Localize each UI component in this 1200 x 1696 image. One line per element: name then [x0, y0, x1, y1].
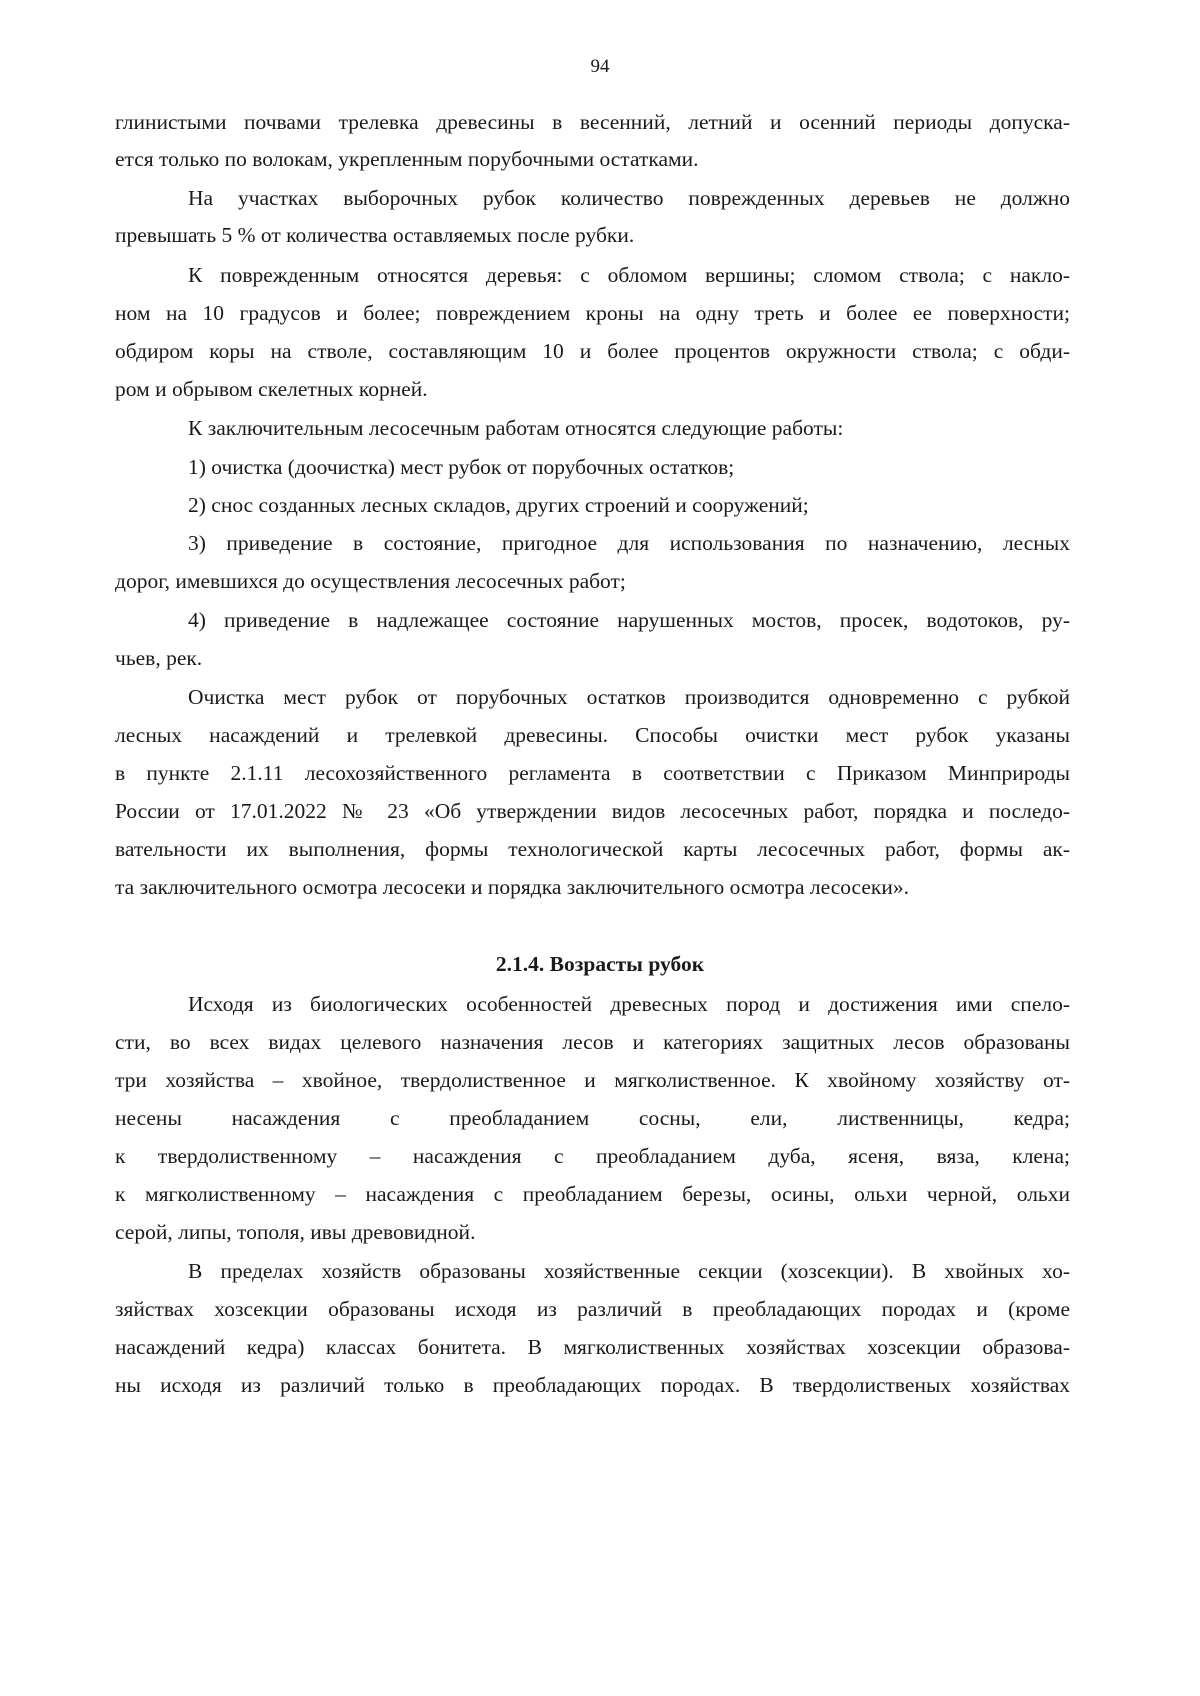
text-line: 3) приведение в состояние, пригодное для использования по назначению, лесных: [188, 531, 1070, 555]
text-line: На участках выборочных рубок количество поврежденных деревьев не должно: [188, 186, 1070, 210]
text-line: та заключительного осмотра лесосеки и порядка заключительного осмотра лесосеки».: [115, 875, 909, 899]
text-line: сти, во всех видах целевого назначения лесов и категориях защитных лесов образованы: [115, 1030, 1070, 1054]
text-line: К поврежденным относятся деревья: с обломом вершины; сломом ствола; с накло-: [188, 263, 1070, 287]
text-line: чьев, рек.: [115, 646, 203, 670]
text-line: 1) очистка (доочистка) мест рубок от порубочных остатков;: [188, 455, 735, 479]
text-line: К заключительным лесосечным работам относятся следующие работы:: [188, 416, 844, 440]
text-line: к мягколиственному – насаждения с преобладанием березы, осины, ольхи черной, ольхи: [115, 1182, 1070, 1206]
text-line: ном на 10 градусов и более; повреждением кроны на одну треть и более ее поверхности;: [115, 301, 1070, 325]
text-line: три хозяйства – хвойное, твердолиственное и мягколиственное. К хвойному хозяйству от-: [115, 1068, 1070, 1092]
text-line: лесных насаждений и трелевкой древесины. Способы очистки мест рубок указаны: [115, 723, 1070, 747]
page-number: 94: [590, 56, 610, 77]
text-line: 2) снос созданных лесных складов, других строений и сооружений;: [188, 493, 809, 517]
text-line: глинистыми почвами трелевка древесины в весенний, летний и осенний периоды допуска-: [115, 110, 1070, 134]
text-line: к твердолиственному – насаждения с преобладанием дуба, ясеня, вяза, клена;: [115, 1144, 1070, 1168]
text-line: обдиром коры на стволе, составляющим 10 и более процентов окружности ствола; с обди-: [115, 339, 1070, 363]
text-line: ется только по волокам, укрепленным порубочными остатками.: [115, 147, 699, 171]
text-line: ром и обрывом скелетных корней.: [115, 377, 428, 401]
text-line: несены насаждения с преобладанием сосны, ели, лиственницы, кедра;: [115, 1106, 1070, 1130]
text-line: насаждений кедра) классах бонитета. В мягколиственных хозяйствах хозсекции образова-: [115, 1335, 1070, 1359]
text-line: Очистка мест рубок от порубочных остатков производится одновременно с рубкой: [188, 685, 1070, 709]
section-heading: 2.1.4. Возрасты рубок: [495, 952, 705, 976]
text-line: дорог, имевшихся до осуществления лесосечных работ;: [115, 569, 626, 593]
text-line: превышать 5 % от количества оставляемых после рубки.: [115, 223, 635, 247]
text-line: серой, липы, тополя, ивы древовидной.: [115, 1220, 476, 1244]
text-line: России от 17.01.2022 № 23 «Об утверждении видов лесосечных работ, порядка и последо-: [115, 799, 1070, 823]
text-line: Исходя из биологических особенностей древесных пород и достижения ими спело-: [188, 992, 1070, 1016]
text-line: ны исходя из различий только в преобладающих породах. В твердолиственых хозяйствах: [115, 1373, 1070, 1397]
text-line: вательности их выполнения, формы технологической карты лесосечных работ, формы ак-: [115, 837, 1070, 861]
text-line: В пределах хозяйств образованы хозяйственные секции (хозсекции). В хвойных хо-: [188, 1259, 1070, 1283]
text-line: в пункте 2.1.11 лесохозяйственного регламента в соответствии с Приказом Минприроды: [115, 761, 1070, 785]
text-line: зяйствах хозсекции образованы исходя из различий в преобладающих породах и (кроме: [115, 1297, 1070, 1321]
text-line: 4) приведение в надлежащее состояние нарушенных мостов, просек, водотоков, ру-: [188, 608, 1070, 632]
